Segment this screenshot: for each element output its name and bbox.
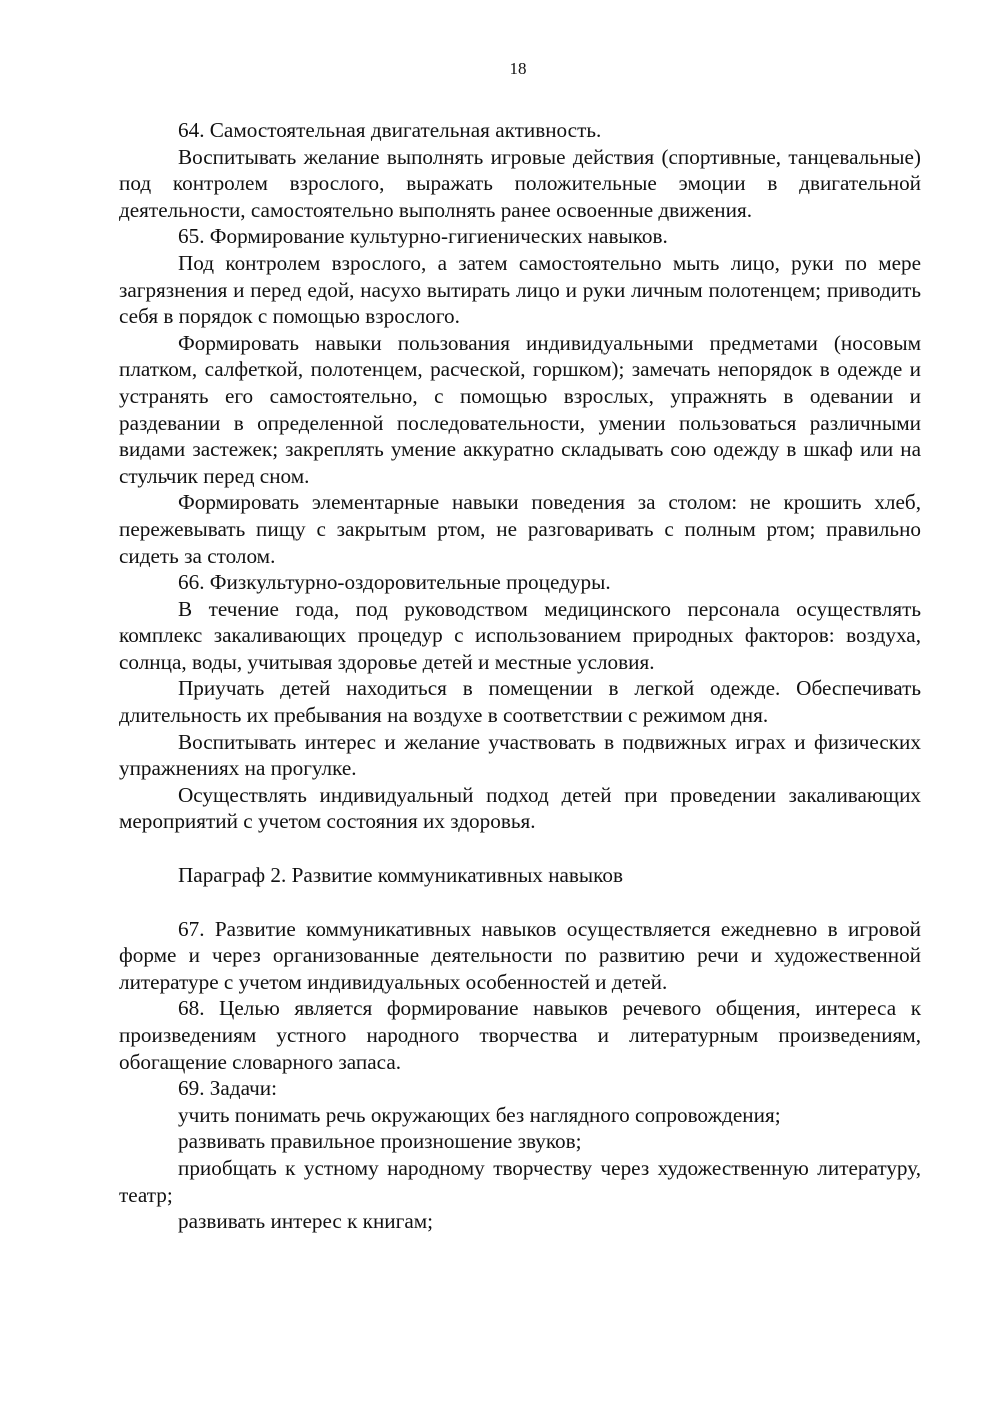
paragraph: Воспитывать желание выполнять игровые действия (спортивные, танцевальные) под контролем взрослого, выражать положительные эмоции в двигательной деятельности, самостоятельно выполнять ранее освоенные движения.: [119, 144, 921, 222]
paragraph-68: 68. Целью является формирование навыков речевого общения, интереса к произведениям устного народного творчества и литературным произведениям, обогащение словарного запаса.: [119, 996, 921, 1074]
paragraph-67: 67. Развитие коммуникативных навыков осуществляется ежедневно в игровой форме и через организованные деятельности по развитию речи и художественной литературе с учетом индивидуальных особенностей и детей.: [119, 916, 921, 994]
section-heading: Параграф 2. Развитие коммуникативных навыков: [178, 863, 623, 888]
paragraph-65-title: 65. Формирование культурно-гигиенических навыков.: [178, 224, 668, 249]
task-item: учить понимать речь окружающих без наглядного сопровождения;: [178, 1102, 781, 1127]
paragraph-64-title: 64. Самостоятельная двигательная активность.: [178, 118, 602, 142]
paragraph: Приучать детей находиться в помещении в легкой одежде. Обеспечивать длительность их пребывания на воздухе в соответствии с режимом дня.: [119, 676, 921, 728]
paragraph: Воспитывать интерес и желание участвовать в подвижных играх и физических упражнениях на прогулке.: [119, 729, 921, 781]
paragraph: В течение года, под руководством медицинского персонала осуществлять комплекс закаливающих процедур с использованием природных факторов: воздуха, солнца, воды, учитывая здоровье детей и местные условия.: [119, 596, 921, 674]
paragraph: Осуществлять индивидуальный подход детей при проведении закаливающих мероприятий с учетом состояния их здоровья.: [119, 782, 921, 834]
paragraph-66-title: 66. Физкультурно-оздоровительные процедуры.: [178, 570, 611, 595]
task-item: развивать правильное произношение звуков;: [178, 1129, 582, 1154]
page-number: 18: [509, 59, 527, 78]
paragraph: Формировать навыки пользования индивидуальными предметами (носовым платком, салфеткой, полотенцем, расческой, горшком); замечать непорядок в одежде и устранять его самостоятельно, с помощью взрослых, упражнять в одевании и раздевании в определенной последовательности, умении пользоваться различными видами застежек; закреплять умение аккуратно складывать сою одежду в шкаф или на стульчик перед сном.: [119, 330, 921, 488]
task-item: приобщать к устному народному творчеству через художественную литературу, театр;: [119, 1155, 921, 1207]
paragraph: Под контролем взрослого, а затем самостоятельно мыть лицо, руки по мере загрязнения и перед едой, насухо вытирать лицо и руки личным полотенцем; приводить себя в порядок с помощью взрослого.: [119, 250, 921, 329]
paragraph-69-title: 69. Задачи:: [178, 1076, 278, 1101]
task-item: развивать интерес к книгам;: [178, 1209, 434, 1234]
document-body: [119, 117, 921, 1235]
paragraph: Формировать элементарные навыки поведения за столом: не крошить хлеб, пережевывать пищу с закрытым ртом, не разговаривать с полным ртом; правильно сидеть за столом.: [119, 490, 921, 568]
